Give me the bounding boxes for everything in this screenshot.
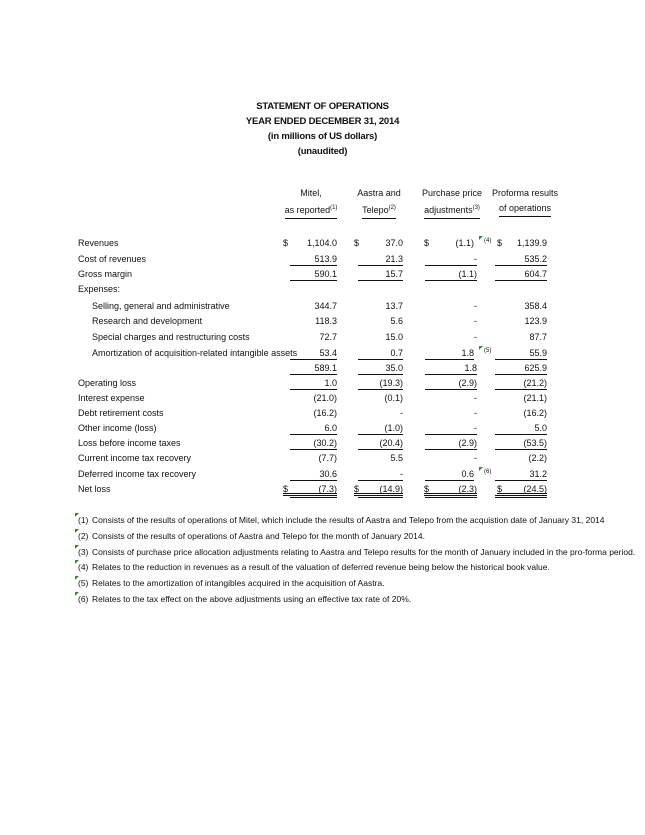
comment-flag-icon [75, 592, 79, 596]
statement-status: (unaudited) [297, 146, 348, 157]
column-header-ppa: Purchase price adjustments$^{(3)}$ [416, 186, 488, 219]
footnote: (4) Relates to the reduction in revenues as a result of the valuation of deferred revenue being below the historical book value. [78, 562, 550, 573]
comment-flag-icon [479, 467, 483, 471]
table-row: Interest expense (21.0) (0.1) - (21.1) [78, 393, 547, 403]
table-row: Current income tax recovery (7.7) 5.5 - (2.2) [78, 453, 547, 463]
table-row: Special charges and restructuring costs 72.7 15.0 - 87.7 [92, 332, 547, 342]
comment-flag-icon [75, 576, 79, 580]
net-loss-rule [424, 493, 477, 496]
comment-flag-icon [75, 560, 79, 564]
comment-flag-icon [479, 236, 483, 240]
net-loss-rule [283, 493, 337, 496]
table-row: Cost of revenues 513.9 21.3 - 535.2 [78, 254, 547, 264]
table-row: 589.1 35.0 1.8 625.9 [0, 362, 645, 374]
column-header-mitel: Mitel, as reported$^{(1)}$ [276, 186, 346, 219]
table-row: Net loss $ (7.3) $ (14.9) $ (2.3) $ (24.5) [0, 483, 645, 495]
column-header-proforma: Proforma results of operations [488, 186, 562, 217]
statement-period: YEAR ENDED DECEMBER 31, 2014 [245, 116, 400, 127]
net-loss-rule [497, 493, 547, 496]
statement-title: STATEMENT OF OPERATIONS [256, 101, 389, 112]
table-row: Expenses: [78, 284, 121, 294]
statement-units: (in millions of US dollars) [267, 131, 378, 142]
net-loss-rule [354, 493, 403, 496]
comment-flag-icon [479, 346, 483, 350]
table-row: Gross margin 590.1 15.7 (1.1) 604.7 [78, 269, 547, 279]
table-row: Amortization of acquisition-related intangible assets 53.4 0.7 1.8 (5) 55.9 [92, 348, 547, 358]
comment-flag-icon [75, 529, 79, 533]
table-row: Deferred income tax recovery 30.6 - 0.6 (6) 31.2 [78, 469, 547, 479]
comment-flag-icon [75, 513, 79, 517]
footnote: (2) Consists of the results of operations of Aastra and Telepo for the month of January 2014. [78, 531, 425, 542]
table-row: Selling, general and administrative 344.7 13.7 - 358.4 [92, 301, 547, 311]
footnote: (6) Relates to the tax effect on the above adjustments using an effective tax rate of 20%. [78, 594, 411, 605]
footnote: (5) Relates to the amortization of intangibles acquired in the acquisition of Aastra. [78, 578, 384, 589]
table-row: Other income (loss) 6.0 (1.0) - 5.0 [78, 423, 547, 433]
table-row: Debt retirement costs (16.2) - - (16.2) [78, 408, 547, 418]
table-row: Operating loss 1.0 (19.3) (2.9) (21.2) [78, 378, 547, 388]
table-row: Research and development 118.3 5.6 - 123.9 [92, 316, 547, 326]
table-row: Loss before income taxes (30.2) (20.4) (2.9) (53.5) [78, 438, 547, 448]
footnote: (1) Consists of the results of operations of Mitel, which include the results of Aastra and Telepo from the acquistion date of January 31, 2014 [78, 515, 605, 526]
table-row: Revenues $ 1,104.0 $ 37.0 $ (1.1) (4) $ 1,139.9 [78, 238, 547, 248]
comment-flag-icon [75, 545, 79, 549]
column-header-aastra: Aastra and Telepo$^{(2)}$ [346, 186, 412, 219]
footnote: (3) Consists of purchase price allocation adjustments relating to Aastra and Telepo results for the month of January included in the pro-forma period. [78, 547, 635, 558]
